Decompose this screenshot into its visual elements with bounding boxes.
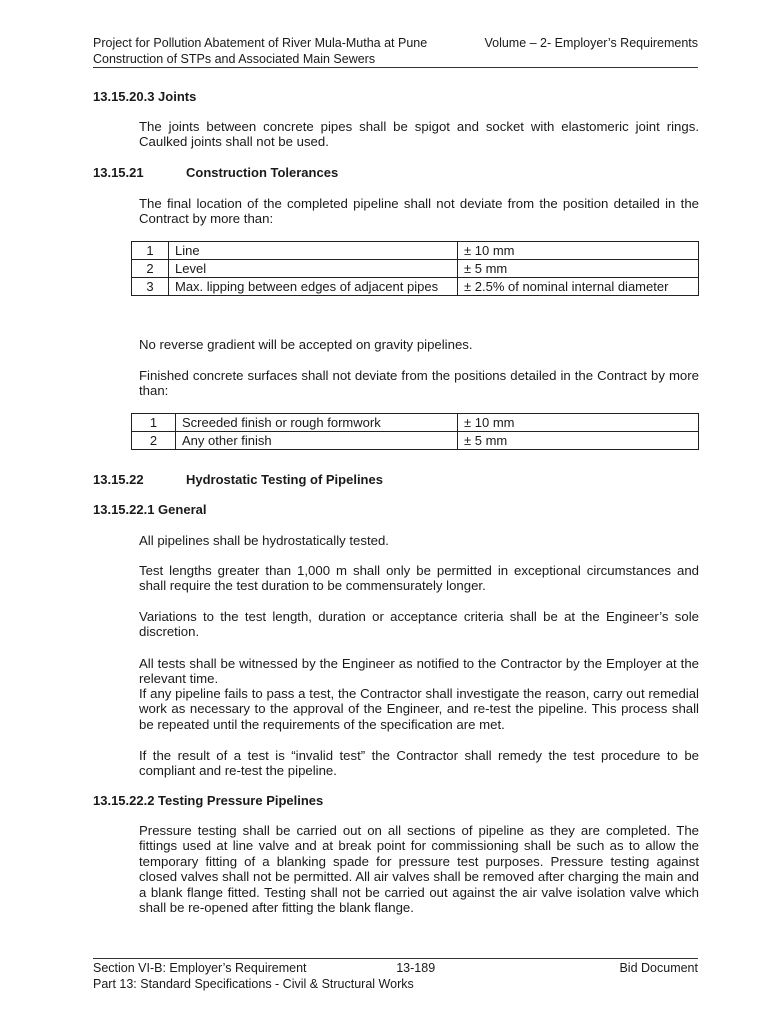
row-value: ± 5 mm [458, 260, 699, 278]
paragraph-pressure-testing: Pressure testing shall be carried out on all sections of pipeline as they are completed. The fittings used at line valve and at break point for commissioning shall be such as to allow the temporary fitting of a blanking spade for pressure test purposes. Pressure testing against closed valves shall not be permitted. All air valves shall be removed after charging the main and a blank flange fitted. Testing shall not be carried out against the air valve isolation valve which shall be re-opened after fitting the blank flange. [139, 823, 699, 916]
paragraph-test-lengths: Test lengths greater than 1,000 m shall only be permitted in exceptional circumstances and shall require the test duration to be commensurately longer. [139, 563, 699, 594]
row-number: 1 [132, 414, 176, 432]
header-project-title: Project for Pollution Abatement of River Mula-Mutha at Pune [93, 36, 428, 50]
tolerances-title: Construction Tolerances [186, 165, 339, 180]
paragraph-invalid-test: If the result of a test is “invalid test” the Contractor shall remedy the test procedure to be compliant and re-test the pipeline. [139, 748, 699, 779]
hydrostatic-title: Hydrostatic Testing of Pipelines [186, 472, 383, 487]
general-heading: 13.15.22.1 General [93, 502, 207, 517]
surfaces-intro: Finished concrete surfaces shall not deviate from the positions detailed in the Contract by more than: [139, 368, 699, 399]
page-footer [93, 960, 698, 992]
row-number: 3 [132, 278, 169, 296]
row-item: Screeded finish or rough formwork [176, 414, 458, 432]
tolerances-intro: The final location of the completed pipeline shall not deviate from the position detailed in the Contract by more than: [139, 196, 699, 227]
paragraph-fails-test: If any pipeline fails to pass a test, the Contractor shall investigate the reason, carry out remedial work as necessary to the approval of the Engineer, and re-test the pipeline. This process shall be repeated until the requirements of the specification are met. [139, 686, 699, 732]
pressure-heading: 13.15.22.2 Testing Pressure Pipelines [93, 793, 324, 808]
row-item: Any other finish [176, 432, 458, 450]
table-row [132, 432, 699, 450]
joints-heading: 13.15.20.3 Joints [93, 89, 197, 104]
table-row [132, 260, 699, 278]
table-row [132, 278, 699, 296]
header-volume: Volume – 2- Employer’s Requirements [484, 36, 698, 50]
tolerances-heading [93, 165, 338, 180]
no-reverse-gradient: No reverse gradient will be accepted on gravity pipelines. [139, 337, 473, 352]
footer-bid-document: Bid Document [619, 961, 698, 975]
footer-section: Section VI-B: Employer’s Requirement [93, 961, 307, 975]
row-value: ± 10 mm [458, 414, 699, 432]
row-value: ± 2.5% of nominal internal diameter [458, 278, 699, 296]
row-item: Max. lipping between edges of adjacent pipes [169, 278, 458, 296]
surface-tolerance-table [131, 413, 699, 450]
row-number: 2 [132, 432, 176, 450]
row-item: Line [169, 242, 458, 260]
page-header [93, 35, 698, 67]
hydrostatic-number: 13.15.22 [93, 472, 144, 487]
row-value: ± 5 mm [458, 432, 699, 450]
row-value: ± 10 mm [458, 242, 699, 260]
table-row [132, 242, 699, 260]
row-item: Level [169, 260, 458, 278]
tolerance-table [131, 241, 699, 296]
hydrostatic-heading [93, 472, 383, 487]
row-number: 1 [132, 242, 169, 260]
footer-rule [93, 958, 698, 959]
footer-part: Part 13: Standard Specifications - Civil & Structural Works [93, 977, 414, 991]
tolerances-number: 13.15.21 [93, 165, 144, 180]
header-rule [93, 67, 698, 68]
paragraph-variations: Variations to the test length, duration or acceptance criteria shall be at the Engineer’s sole discretion. [139, 609, 699, 640]
paragraph-all-tested: All pipelines shall be hydrostatically tested. [139, 533, 389, 548]
table-row [132, 414, 699, 432]
header-subtitle: Construction of STPs and Associated Main Sewers [93, 52, 376, 66]
paragraph-witnessed: All tests shall be witnessed by the Engineer as notified to the Contractor by the Employer at the relevant time. [139, 656, 699, 687]
page-number: 13-189 [396, 961, 436, 975]
joints-text: The joints between concrete pipes shall be spigot and socket with elastomeric joint rings. Caulked joints shall not be used. [139, 119, 699, 150]
row-number: 2 [132, 260, 169, 278]
